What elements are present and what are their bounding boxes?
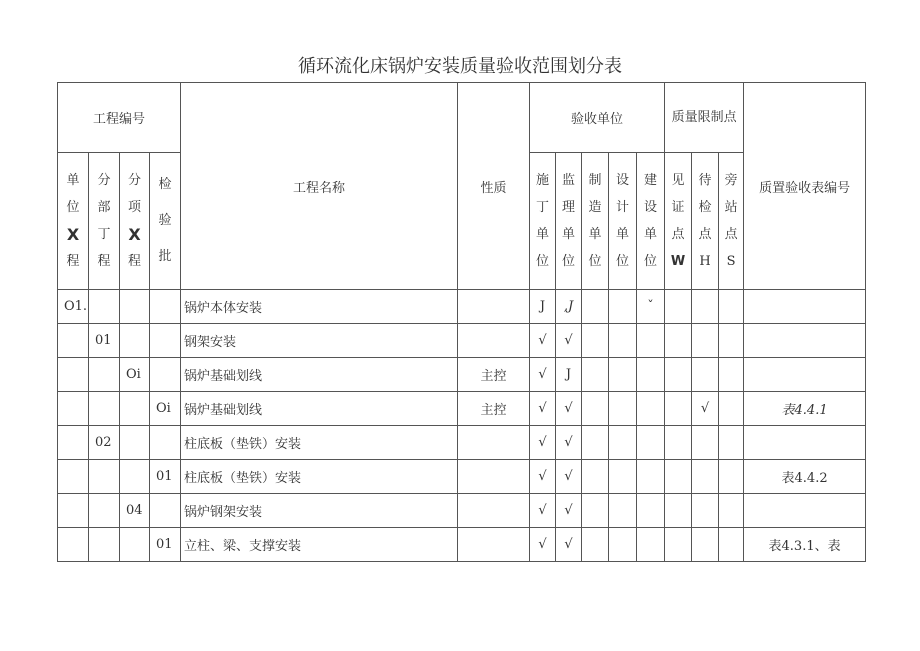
construction-check: √	[530, 528, 556, 562]
witness-check	[665, 460, 692, 494]
build-check: ˇ	[637, 290, 665, 324]
name-cell: 锅炉基础划线	[181, 392, 458, 426]
name-cell: 锅炉基础划线	[181, 358, 458, 392]
header-acceptance-units: 验收单位	[530, 83, 665, 153]
manufacture-check	[582, 426, 609, 460]
division-cell: 01	[89, 324, 120, 358]
header-hold-point: 待 检 点 H	[692, 153, 719, 290]
build-check	[637, 528, 665, 562]
construction-check: √	[530, 392, 556, 426]
division-cell	[89, 494, 120, 528]
supervision-check: √	[556, 460, 582, 494]
nature-cell	[458, 290, 530, 324]
standby-check	[719, 324, 744, 358]
form-cell: 表4.4.1	[744, 392, 866, 426]
supervision-check: √	[556, 392, 582, 426]
document-title: 循环流化床锅炉安装质量验收范围划分表	[298, 56, 622, 77]
subitem-cell	[120, 324, 150, 358]
subitem-cell	[120, 426, 150, 460]
subitem-cell	[120, 528, 150, 562]
design-check	[609, 494, 637, 528]
construction-check: √	[530, 358, 556, 392]
name-cell: 柱底板（垫铁）安装	[181, 426, 458, 460]
unit-cell: O1.	[58, 290, 89, 324]
manufacture-check	[582, 528, 609, 562]
build-check	[637, 426, 665, 460]
construction-check: √	[530, 426, 556, 460]
unit-cell	[58, 426, 89, 460]
subitem-cell: Oi	[120, 358, 150, 392]
table-row	[58, 494, 866, 528]
name-cell: 锅炉本体安装	[181, 290, 458, 324]
hold-check	[692, 358, 719, 392]
form-cell	[744, 290, 866, 324]
design-check	[609, 392, 637, 426]
construction-check: √	[530, 460, 556, 494]
header-division-project: 分 部 丁 程	[89, 153, 120, 290]
witness-check	[665, 358, 692, 392]
form-cell	[744, 426, 866, 460]
witness-check	[665, 392, 692, 426]
design-check	[609, 358, 637, 392]
nature-cell: 主控	[458, 358, 530, 392]
nature-cell	[458, 494, 530, 528]
build-check	[637, 324, 665, 358]
construction-check: J	[530, 290, 556, 324]
batch-cell: Oi	[150, 392, 181, 426]
design-check	[609, 290, 637, 324]
standby-check	[719, 358, 744, 392]
table-row	[58, 528, 866, 562]
division-cell: 02	[89, 426, 120, 460]
supervision-check: J	[556, 358, 582, 392]
standby-check	[719, 426, 744, 460]
header-construction-unit: 施 丁 单 位	[530, 153, 556, 290]
standby-check	[719, 528, 744, 562]
form-cell	[744, 494, 866, 528]
supervision-check: ,J	[556, 290, 582, 324]
nature-cell	[458, 426, 530, 460]
build-check	[637, 460, 665, 494]
header-witness-point: 见 证 点 W	[665, 153, 692, 290]
hold-check	[692, 290, 719, 324]
construction-check: √	[530, 494, 556, 528]
subitem-cell	[120, 392, 150, 426]
standby-check	[719, 494, 744, 528]
hold-check	[692, 494, 719, 528]
header-project-number: 工程编号	[58, 83, 181, 153]
design-check	[609, 528, 637, 562]
nature-cell	[458, 528, 530, 562]
unit-cell	[58, 528, 89, 562]
witness-check	[665, 426, 692, 460]
standby-check	[719, 290, 744, 324]
hold-check	[692, 528, 719, 562]
name-cell: 钢架安装	[181, 324, 458, 358]
supervision-check: √	[556, 494, 582, 528]
unit-cell	[58, 358, 89, 392]
name-cell: 立柱、梁、支撑安装	[181, 528, 458, 562]
design-check	[609, 324, 637, 358]
manufacture-check	[582, 324, 609, 358]
hold-check	[692, 426, 719, 460]
unit-cell	[58, 460, 89, 494]
form-cell: 表4.3.1、表	[744, 528, 866, 562]
name-cell: 柱底板（垫铁）安装	[181, 460, 458, 494]
batch-cell	[150, 358, 181, 392]
subitem-cell	[120, 290, 150, 324]
header-supervision-unit: 监 理 单 位	[556, 153, 582, 290]
manufacture-check	[582, 392, 609, 426]
witness-check	[665, 324, 692, 358]
manufacture-check	[582, 290, 609, 324]
table-row	[58, 324, 866, 358]
header-manufacture-unit: 制 造 单 位	[582, 153, 609, 290]
acceptance-scope-table	[57, 82, 866, 562]
batch-cell: 01	[150, 460, 181, 494]
manufacture-check	[582, 494, 609, 528]
supervision-check: √	[556, 324, 582, 358]
batch-cell	[150, 426, 181, 460]
standby-check	[719, 460, 744, 494]
build-check	[637, 358, 665, 392]
witness-check	[665, 290, 692, 324]
construction-check: √	[530, 324, 556, 358]
header-inspection-batch: 检 验 批	[150, 153, 181, 290]
witness-check	[665, 494, 692, 528]
subitem-cell: 04	[120, 494, 150, 528]
header-quality-points: 质量限制点	[665, 83, 744, 153]
build-check	[637, 494, 665, 528]
header-unit-project: 单 位 X 程	[58, 153, 89, 290]
table-row	[58, 290, 866, 324]
manufacture-check	[582, 358, 609, 392]
table-row	[58, 358, 866, 392]
division-cell	[89, 358, 120, 392]
supervision-check: √	[556, 426, 582, 460]
manufacture-check	[582, 460, 609, 494]
unit-cell	[58, 494, 89, 528]
standby-check	[719, 392, 744, 426]
hold-check	[692, 460, 719, 494]
subitem-cell	[120, 460, 150, 494]
nature-cell	[458, 324, 530, 358]
nature-cell	[458, 460, 530, 494]
division-cell	[89, 392, 120, 426]
supervision-check: √	[556, 528, 582, 562]
witness-check	[665, 528, 692, 562]
header-nature: 性质	[458, 83, 530, 290]
division-cell	[89, 460, 120, 494]
header-subitem-project: 分 项 X 程	[120, 153, 150, 290]
build-check	[637, 392, 665, 426]
table-row	[58, 392, 866, 426]
division-cell	[89, 528, 120, 562]
unit-cell	[58, 392, 89, 426]
batch-cell	[150, 494, 181, 528]
hold-check: √	[692, 392, 719, 426]
batch-cell	[150, 324, 181, 358]
form-cell	[744, 358, 866, 392]
batch-cell: 01	[150, 528, 181, 562]
table-row	[58, 460, 866, 494]
batch-cell	[150, 290, 181, 324]
header-build-unit: 建 设 单 位	[637, 153, 665, 290]
header-design-unit: 设 计 单 位	[609, 153, 637, 290]
form-cell	[744, 324, 866, 358]
header-form-number: 质置验收表编号	[744, 83, 866, 290]
design-check	[609, 460, 637, 494]
division-cell	[89, 290, 120, 324]
form-cell: 表4.4.2	[744, 460, 866, 494]
header-project-name: 工程名称	[181, 83, 458, 290]
design-check	[609, 426, 637, 460]
name-cell: 锅炉钢架安装	[181, 494, 458, 528]
table-row	[58, 426, 866, 460]
header-standby-point: 旁 站 点 S	[719, 153, 744, 290]
nature-cell: 主控	[458, 392, 530, 426]
unit-cell	[58, 324, 89, 358]
hold-check	[692, 324, 719, 358]
